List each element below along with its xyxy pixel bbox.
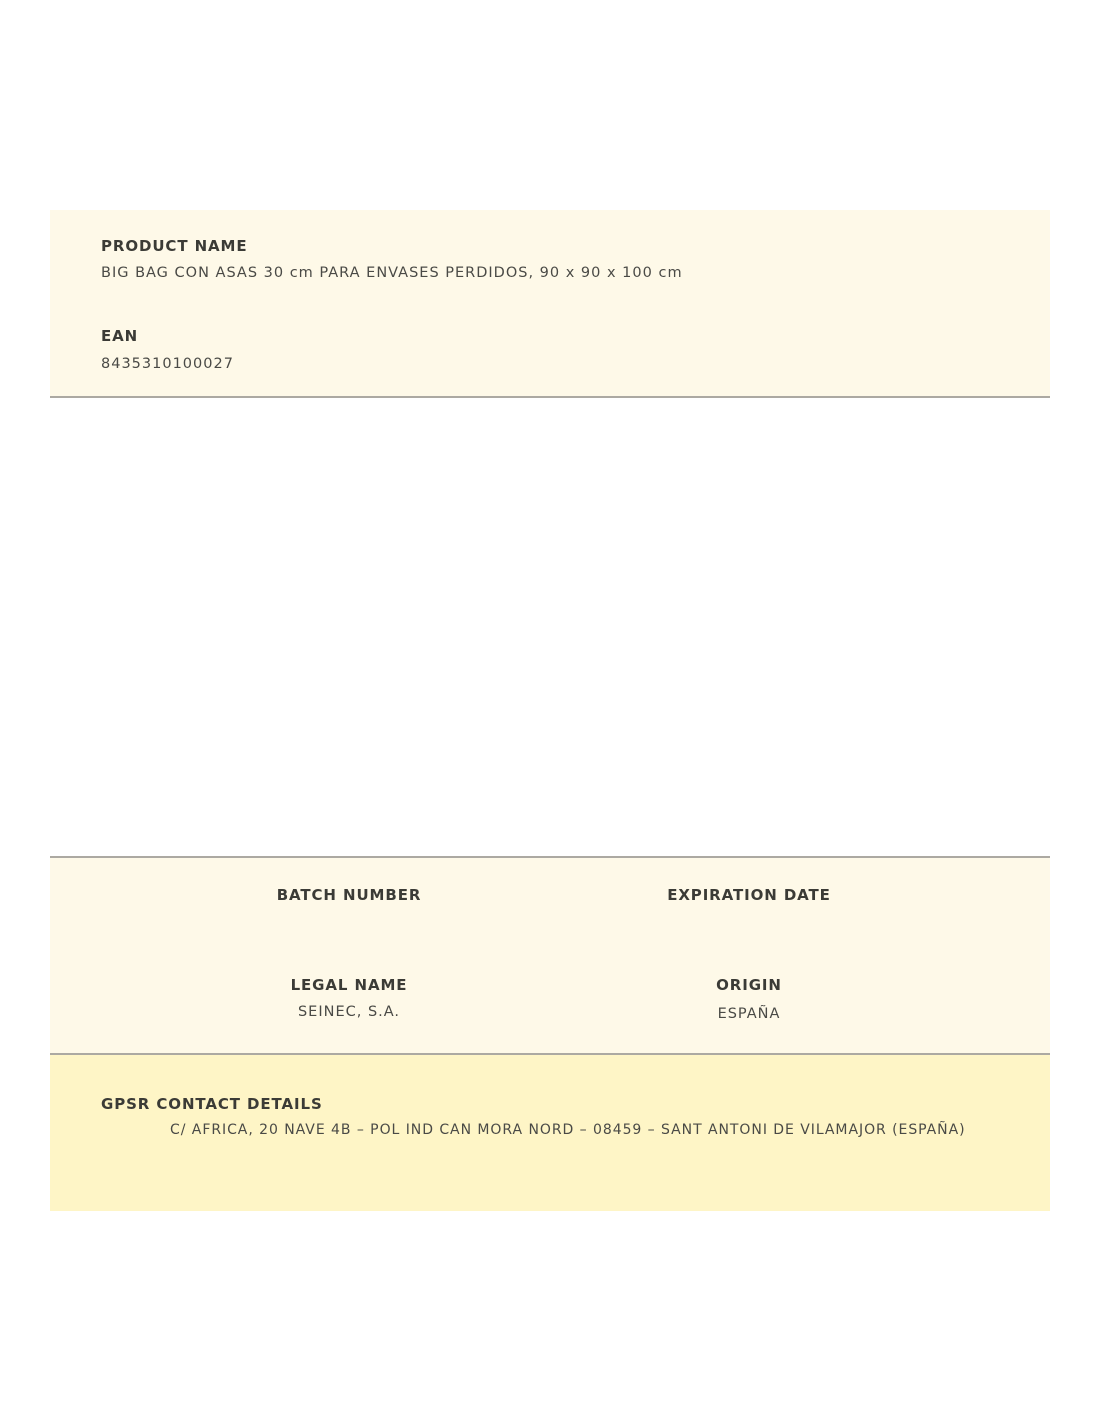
origin-label: ORIGIN (716, 976, 782, 994)
expiration-date-label: EXPIRATION DATE (667, 886, 831, 904)
batch-number-label: BATCH NUMBER (276, 886, 422, 904)
legal-name-label: LEGAL NAME (290, 976, 408, 994)
ean-label: EAN (101, 327, 139, 345)
origin-value: ESPAÑA (717, 1006, 781, 1022)
ean-value: 8435310100027 (101, 356, 234, 372)
gpsr-contact-label: GPSR CONTACT DETAILS (101, 1095, 323, 1113)
batch-legal-panel (50, 856, 1050, 1055)
product-info-panel (50, 210, 1050, 398)
product-name-label: PRODUCT NAME (101, 237, 248, 255)
gpsr-contact-panel (50, 1055, 1050, 1211)
legal-name-value: SEINEC, S.A. (297, 1004, 401, 1020)
product-name-value: BIG BAG CON ASAS 30 cm PARA ENVASES PERDIDOS, 90 x 90 x 100 cm (101, 265, 683, 281)
gpsr-contact-address: C/ AFRICA, 20 NAVE 4B – POL IND CAN MORA NORD – 08459 – SANT ANTONI DE VILAMAJOR (ESPAÑA) (170, 1122, 966, 1138)
